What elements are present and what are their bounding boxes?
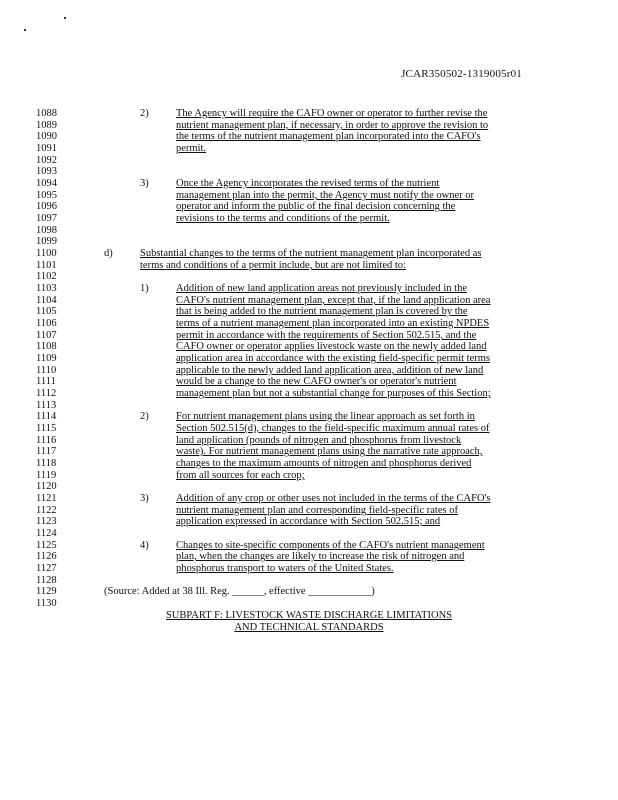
line-number: 1115 bbox=[36, 423, 57, 434]
item-3-line: operator and inform the public of the final decision concerning the bbox=[176, 201, 456, 212]
d-item-1-line: Addition of new land application areas not previously included in the bbox=[176, 283, 468, 294]
line-number: 1109 bbox=[36, 353, 57, 364]
scan-speck bbox=[24, 29, 26, 31]
line-number: 1126 bbox=[36, 551, 57, 562]
line-number: 1100 bbox=[36, 248, 57, 259]
line-number: 1101 bbox=[36, 260, 57, 271]
d-item-1-line: application area in accordance with the existing field-specific permit terms bbox=[176, 353, 490, 364]
d-item-1-line: terms of a nutrient management plan incorporated into an existing NPDES bbox=[176, 318, 490, 329]
line-number: 1092 bbox=[36, 155, 57, 166]
subsection-d-line: Substantial changes to the terms of the nutrient management plan incorporated as bbox=[140, 248, 482, 259]
line-number: 1102 bbox=[36, 271, 57, 282]
line-number: 1099 bbox=[36, 236, 57, 247]
line-number: 1121 bbox=[36, 493, 57, 504]
document-id: JCAR350502-1319005r01 bbox=[401, 68, 522, 80]
d-item-1-line: permit in accordance with the requirements of Section 502.515, and the bbox=[176, 330, 477, 341]
subpart-heading-line-2: AND TECHNICAL STANDARDS bbox=[234, 622, 384, 633]
d-item-3-number: 3) bbox=[140, 493, 149, 504]
line-number: 1122 bbox=[36, 505, 57, 516]
line-number: 1107 bbox=[36, 330, 57, 341]
d-item-1-line: would be a change to the new CAFO owner's or operator's nutrient bbox=[176, 376, 457, 387]
line-number: 1114 bbox=[36, 411, 57, 422]
line-number: 1128 bbox=[36, 575, 57, 586]
line-number: 1118 bbox=[36, 458, 57, 469]
line-number: 1103 bbox=[36, 283, 57, 294]
line-number: 1091 bbox=[36, 143, 57, 154]
line-number: 1088 bbox=[36, 108, 57, 119]
d-item-1-number: 1) bbox=[140, 283, 149, 294]
d-item-3-line: application expressed in accordance with Section 502.515; and bbox=[176, 516, 441, 527]
line-number: 1125 bbox=[36, 540, 57, 551]
line-number: 1105 bbox=[36, 306, 57, 317]
item-3-line: management plan into the permit, the Agency must notify the owner or bbox=[176, 190, 475, 201]
line-number: 1119 bbox=[36, 470, 57, 481]
subsection-d-label: d) bbox=[104, 248, 113, 259]
item-3-number: 3) bbox=[140, 178, 149, 189]
d-item-2-line: Section 502.515(d), changes to the field-specific maximum annual rates of bbox=[176, 423, 490, 434]
line-number: 1129 bbox=[36, 586, 57, 597]
d-item-2-line: For nutrient management plans using the linear approach as set forth in bbox=[176, 411, 475, 422]
item-3-line: Once the Agency incorporates the revised terms of the nutrient bbox=[176, 178, 440, 189]
line-number: 1124 bbox=[36, 528, 57, 539]
d-item-1-line: CAFO's nutrient management plan, except that, if the land application area bbox=[176, 295, 491, 306]
d-item-1-line: CAFO owner or operator applies livestock waste on the newly added land bbox=[176, 341, 487, 352]
line-number: 1096 bbox=[36, 201, 57, 212]
item-3-line: revisions to the terms and conditions of the permit. bbox=[176, 213, 390, 224]
line-number: 1123 bbox=[36, 516, 57, 527]
line-number: 1089 bbox=[36, 120, 57, 131]
line-number: 1095 bbox=[36, 190, 57, 201]
d-item-3-line: nutrient management plan and corresponding field-specific rates of bbox=[176, 505, 458, 516]
d-item-2-line: changes to the maximum amounts of nitrogen and phosphorus derived bbox=[176, 458, 472, 469]
scan-speck bbox=[64, 17, 66, 19]
line-number: 1120 bbox=[36, 481, 57, 492]
line-number: 1127 bbox=[36, 563, 57, 574]
item-2-line: The Agency will require the CAFO owner or operator to further revise the bbox=[176, 108, 488, 119]
d-item-1-line: applicable to the newly added land application area, addition of new land bbox=[176, 365, 484, 376]
line-number: 1111 bbox=[36, 376, 56, 387]
line-number: 1097 bbox=[36, 213, 57, 224]
source-note: (Source: Added at 38 Ill. Reg. ______, effective ____________) bbox=[104, 586, 375, 597]
line-number: 1110 bbox=[36, 365, 57, 376]
line-number: 1116 bbox=[36, 435, 57, 446]
item-2-line: nutrient management plan, if necessary, in order to approve the revision to bbox=[176, 120, 489, 131]
d-item-1-line: that is being added to the nutrient management plan is covered by the bbox=[176, 306, 468, 317]
d-item-4-line: phosphorus transport to waters of the United States. bbox=[176, 563, 394, 574]
d-item-4-line: Changes to site-specific components of the CAFO's nutrient management bbox=[176, 540, 485, 551]
subsection-d-line: terms and conditions of a permit include, but are not limited to: bbox=[140, 260, 406, 271]
subpart-heading-line-1: SUBPART F: LIVESTOCK WASTE DISCHARGE LIMITATIONS bbox=[165, 610, 453, 621]
line-number: 1093 bbox=[36, 166, 57, 177]
d-item-2-number: 2) bbox=[140, 411, 149, 422]
line-number: 1117 bbox=[36, 446, 57, 457]
d-item-2-line: from all sources for each crop; bbox=[176, 470, 305, 481]
item-2-line: permit. bbox=[176, 143, 207, 154]
d-item-3-line: Addition of any crop or other uses not included in the terms of the CAFO's bbox=[176, 493, 491, 504]
line-number: 1090 bbox=[36, 131, 57, 142]
d-item-1-line: management plan but not a substantial change for purposes of this Section; bbox=[176, 388, 491, 399]
line-number: 1098 bbox=[36, 225, 57, 236]
line-number: 1130 bbox=[36, 598, 57, 609]
line-number: 1112 bbox=[36, 388, 57, 399]
d-item-2-line: land application (pounds of nitrogen and phosphorus from livestock bbox=[176, 435, 462, 446]
d-item-4-line: plan, when the changes are likely to increase the risk of nitrogen and bbox=[176, 551, 465, 562]
item-2-number: 2) bbox=[140, 108, 149, 119]
line-number: 1106 bbox=[36, 318, 57, 329]
d-item-4-number: 4) bbox=[140, 540, 149, 551]
line-number: 1113 bbox=[36, 400, 57, 411]
line-number: 1108 bbox=[36, 341, 57, 352]
line-number: 1094 bbox=[36, 178, 57, 189]
line-number: 1104 bbox=[36, 295, 57, 306]
d-item-2-line: waste). For nutrient management plans using the narrative rate approach, bbox=[176, 446, 483, 457]
item-2-line: the terms of the nutrient management plan incorporated into the CAFO's bbox=[176, 131, 481, 142]
